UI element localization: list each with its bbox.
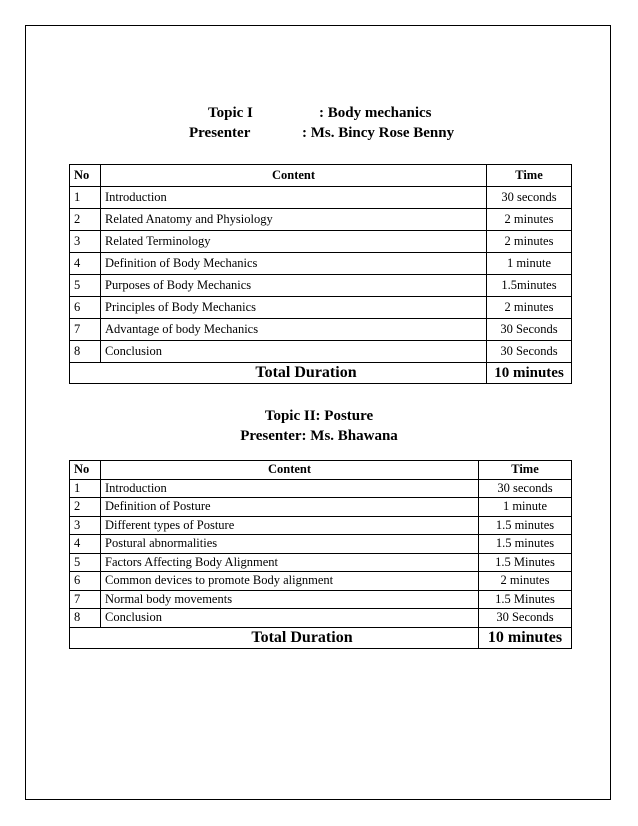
row-no: 8: [70, 341, 101, 363]
row-time: 1.5 minutes: [479, 535, 572, 554]
table-row: [70, 498, 572, 517]
row-no: 1: [70, 187, 101, 209]
row-no: 7: [70, 319, 101, 341]
row-content: Postural abnormalities: [101, 535, 479, 554]
row-no: 4: [70, 535, 101, 554]
row-no: 5: [70, 275, 101, 297]
total-row: [70, 627, 572, 648]
total-duration-label: Total Duration: [70, 363, 487, 384]
table-row: [70, 275, 572, 297]
row-content: Conclusion: [101, 609, 479, 628]
row-no: 6: [70, 297, 101, 319]
row-content: Advantage of body Mechanics: [101, 319, 487, 341]
header-time: Time: [479, 461, 572, 480]
table-row: [70, 209, 572, 231]
row-time: 1.5 minutes: [479, 516, 572, 535]
header-no: No: [70, 461, 101, 480]
total-duration-value: 10 minutes: [487, 363, 572, 384]
table-row: [70, 231, 572, 253]
row-time: 30 Seconds: [479, 609, 572, 628]
row-content: Conclusion: [101, 341, 487, 363]
header-time: Time: [487, 165, 572, 187]
row-time: 1.5minutes: [487, 275, 572, 297]
row-time: 1 minute: [479, 498, 572, 517]
total-duration-label: Total Duration: [70, 627, 479, 648]
header-no: No: [70, 165, 101, 187]
row-time: 30 Seconds: [487, 341, 572, 363]
table-row: [70, 297, 572, 319]
row-no: 3: [70, 516, 101, 535]
row-no: 5: [70, 553, 101, 572]
row-content: Related Terminology: [101, 231, 487, 253]
table-header-row: [70, 461, 572, 480]
schedule-table-1: [69, 164, 572, 384]
row-no: 6: [70, 572, 101, 591]
row-time: 2 minutes: [479, 572, 572, 591]
row-no: 2: [70, 498, 101, 517]
table-row: [70, 590, 572, 609]
table-row: [70, 253, 572, 275]
row-content: Common devices to promote Body alignment: [101, 572, 479, 591]
row-no: 8: [70, 609, 101, 628]
row-content: Definition of Body Mechanics: [101, 253, 487, 275]
row-time: 1.5 Minutes: [479, 553, 572, 572]
row-no: 2: [70, 209, 101, 231]
topic-2-title: Topic II: Posture: [264, 408, 374, 424]
row-time: 30 seconds: [479, 479, 572, 498]
table-header-row: [70, 165, 572, 187]
row-time: 1.5 Minutes: [479, 590, 572, 609]
table-row: [70, 187, 572, 209]
row-content: Different types of Posture: [101, 516, 479, 535]
presenter-1-value: : Ms. Bincy Rose Benny: [302, 125, 455, 141]
table-row: [70, 609, 572, 628]
table-row: [70, 341, 572, 363]
row-no: 3: [70, 231, 101, 253]
presenter-1-label: Presenter: [189, 125, 251, 141]
row-time: 2 minutes: [487, 231, 572, 253]
total-row: [70, 363, 572, 384]
row-content: Introduction: [101, 479, 479, 498]
row-time: 30 Seconds: [487, 319, 572, 341]
topic-1-label: Topic I: [208, 105, 253, 121]
presenter-2-line: Presenter: Ms. Bhawana: [240, 428, 398, 444]
row-time: 30 seconds: [487, 187, 572, 209]
row-time: 2 minutes: [487, 209, 572, 231]
row-no: 7: [70, 590, 101, 609]
row-time: 1 minute: [487, 253, 572, 275]
row-time: 2 minutes: [487, 297, 572, 319]
header-content: Content: [101, 165, 487, 187]
row-content: Introduction: [101, 187, 487, 209]
row-content: Factors Affecting Body Alignment: [101, 553, 479, 572]
row-content: Purposes of Body Mechanics: [101, 275, 487, 297]
topic-1-value: : Body mechanics: [319, 105, 432, 121]
table-row: [70, 572, 572, 591]
schedule-table-2: [69, 460, 572, 649]
table-row: [70, 553, 572, 572]
header-content: Content: [101, 461, 479, 480]
row-no: 4: [70, 253, 101, 275]
row-no: 1: [70, 479, 101, 498]
table-row: [70, 479, 572, 498]
row-content: Normal body movements: [101, 590, 479, 609]
total-duration-value: 10 minutes: [479, 627, 572, 648]
table-row: [70, 535, 572, 554]
table-row: [70, 516, 572, 535]
row-content: Principles of Body Mechanics: [101, 297, 487, 319]
row-content: Definition of Posture: [101, 498, 479, 517]
row-content: Related Anatomy and Physiology: [101, 209, 487, 231]
table-row: [70, 319, 572, 341]
